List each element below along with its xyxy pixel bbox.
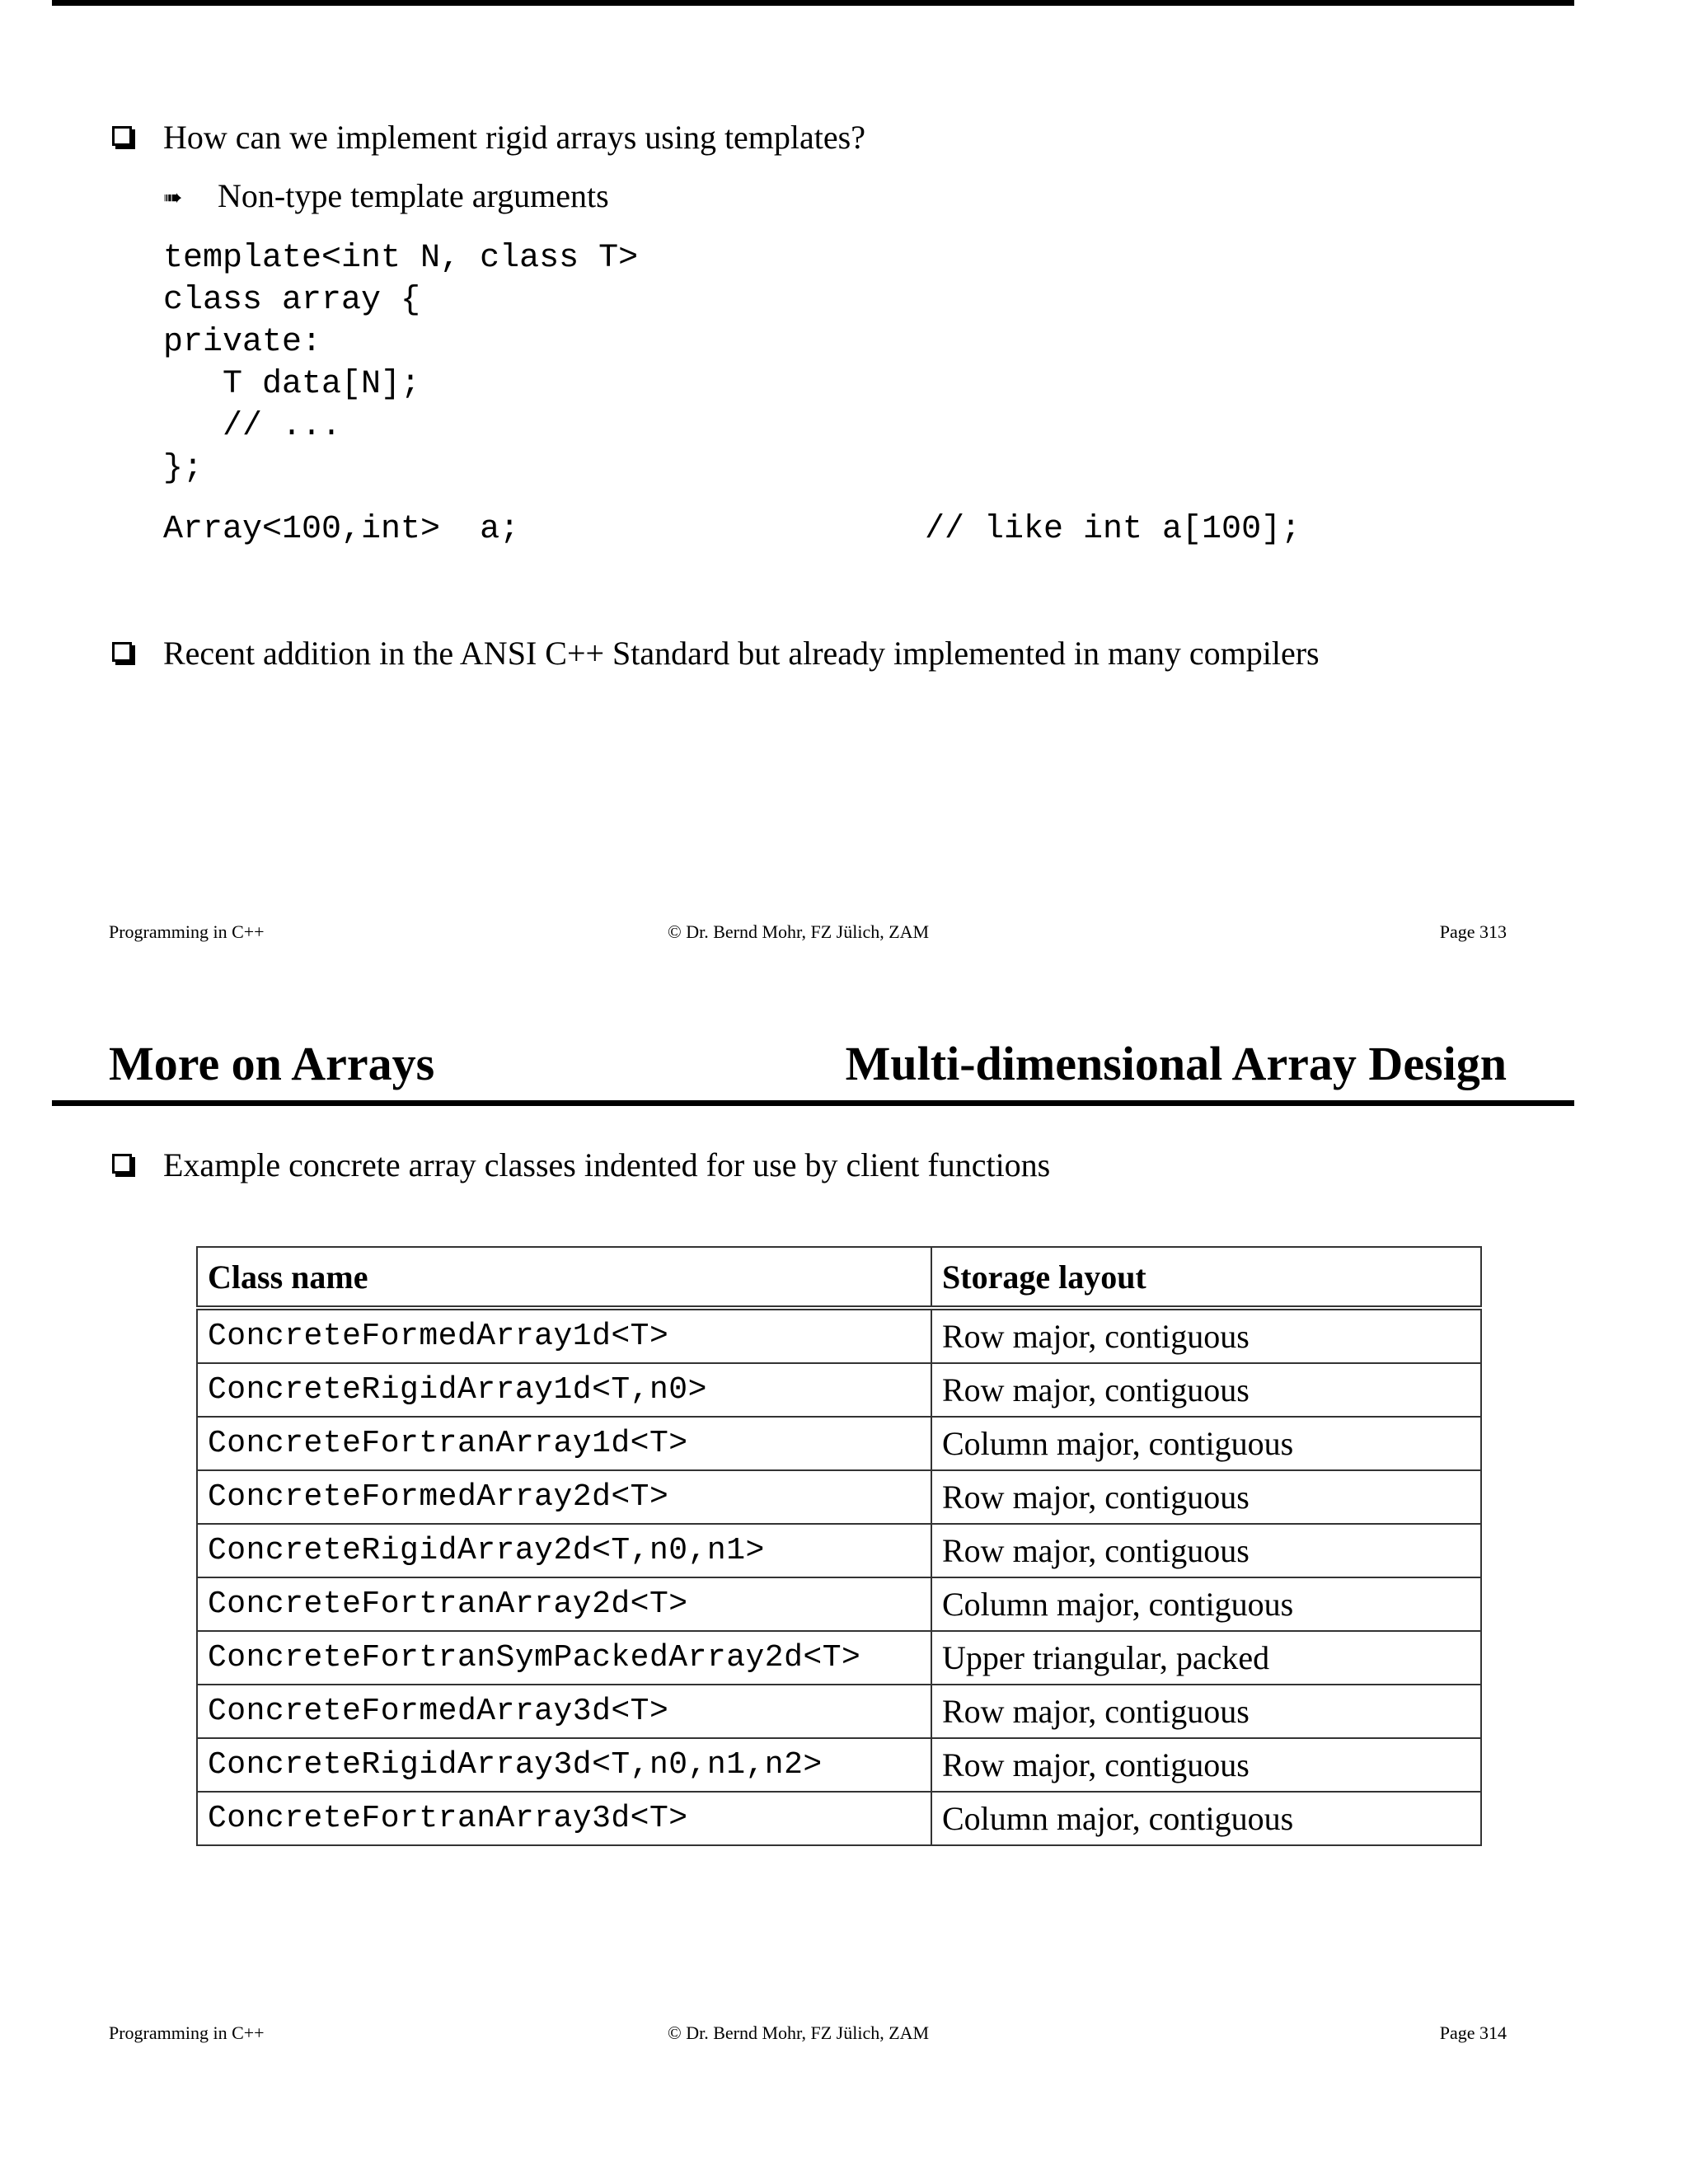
code-line: class array { <box>163 282 421 319</box>
footer-left: Programming in C++ <box>109 2022 265 2043</box>
storage-layout-cell: Row major, contiguous <box>931 1524 1481 1577</box>
table-header-row <box>197 1247 1481 1308</box>
bullet-text: Recent addition in the ANSI C++ Standard but already implemented in many compilers <box>163 635 1320 672</box>
class-name-cell: ConcreteRigidArray1d<T,n0> <box>197 1363 931 1417</box>
footer-page-number: Page 314 <box>1439 2022 1507 2043</box>
footer-center: © Dr. Bernd Mohr, FZ Jülich, ZAM <box>668 2022 930 2043</box>
table-row <box>197 1631 1481 1685</box>
page-subtitle: Multi-dimensional Array Design <box>845 1037 1507 1090</box>
storage-layout-cell: Row major, contiguous <box>931 1685 1481 1738</box>
table-row <box>197 1738 1481 1792</box>
title-rule <box>52 1100 1574 1106</box>
storage-layout-cell: Row major, contiguous <box>931 1470 1481 1524</box>
column-header-class-name: Class name <box>197 1247 931 1308</box>
storage-layout-cell: Row major, contiguous <box>931 1308 1481 1363</box>
code-line: }; <box>163 450 204 487</box>
arrow-bullet-icon: ➠ <box>163 184 183 211</box>
code-line: template<int N, class T> <box>163 240 639 277</box>
table-row <box>197 1417 1481 1470</box>
table-row <box>197 1685 1481 1738</box>
storage-layout-cell: Column major, contiguous <box>931 1417 1481 1470</box>
table-row <box>197 1470 1481 1524</box>
class-name-cell: ConcreteFortranArray3d<T> <box>197 1792 931 1845</box>
storage-layout-cell: Column major, contiguous <box>931 1577 1481 1631</box>
storage-layout-cell: Row major, contiguous <box>931 1363 1481 1417</box>
column-header-storage-layout: Storage layout <box>931 1247 1481 1308</box>
footer-center: © Dr. Bernd Mohr, FZ Jülich, ZAM <box>668 921 930 942</box>
class-name-cell: ConcreteFortranArray1d<T> <box>197 1417 931 1470</box>
class-name-cell: ConcreteFortranSymPackedArray2d<T> <box>197 1631 931 1685</box>
class-name-cell: ConcreteFormedArray1d<T> <box>197 1308 931 1363</box>
example-code: Array<100,int> a; <box>163 511 520 548</box>
code-line: private: <box>163 324 322 361</box>
bullet-text: Example concrete array classes indented for use by client functions <box>163 1146 1051 1183</box>
table-row <box>197 1792 1481 1845</box>
top-rule <box>52 0 1574 6</box>
code-line: // ... <box>163 408 342 445</box>
bullet-square-icon <box>112 1154 132 1174</box>
class-name-cell: ConcreteRigidArray3d<T,n0,n1,n2> <box>197 1738 931 1792</box>
table-row <box>197 1577 1481 1631</box>
bullet-square-icon <box>112 642 132 662</box>
bullet-text: How can we implement rigid arrays using templates? <box>163 119 865 156</box>
table-row <box>197 1524 1481 1577</box>
storage-layout-cell: Upper triangular, packed <box>931 1631 1481 1685</box>
class-name-cell: ConcreteFortranArray2d<T> <box>197 1577 931 1631</box>
table-row <box>197 1363 1481 1417</box>
code-line: T data[N]; <box>163 366 421 403</box>
footer-left: Programming in C++ <box>109 921 265 942</box>
footer-page-number: Page 313 <box>1439 921 1507 942</box>
class-name-cell: ConcreteFormedArray3d<T> <box>197 1685 931 1738</box>
example-comment: // like int a[100]; <box>925 511 1301 548</box>
table-row <box>197 1308 1481 1363</box>
bullet-square-icon <box>112 126 132 146</box>
page-title: More on Arrays <box>109 1037 435 1090</box>
array-classes-table <box>196 1246 1482 1846</box>
sub-bullet-text: Non-type template arguments <box>218 177 609 214</box>
storage-layout-cell: Column major, contiguous <box>931 1792 1481 1845</box>
class-name-cell: ConcreteFormedArray2d<T> <box>197 1470 931 1524</box>
storage-layout-cell: Row major, contiguous <box>931 1738 1481 1792</box>
class-name-cell: ConcreteRigidArray2d<T,n0,n1> <box>197 1524 931 1577</box>
